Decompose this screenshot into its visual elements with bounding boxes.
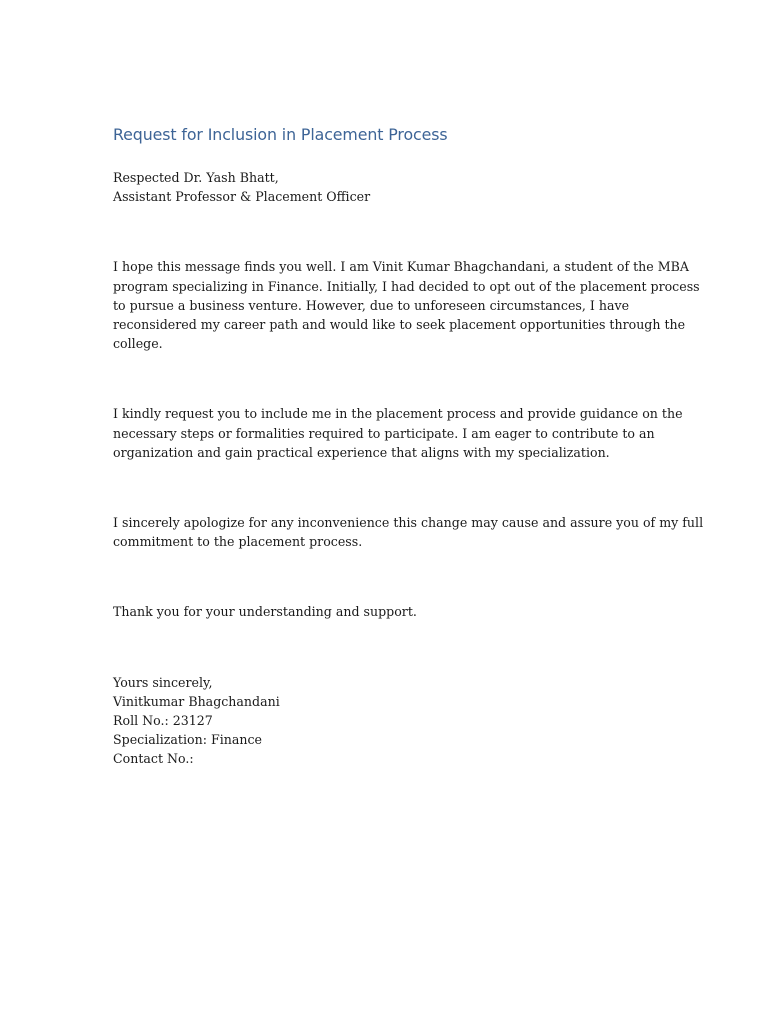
closing-salutation: Yours sincerely, [113,674,213,690]
recipient-designation: Assistant Professor & Placement Officer [113,189,371,205]
sender-contact: Contact No.: [113,751,194,767]
letter-body [113,124,704,769]
text-line: to pursue a business venture. However, due to unforeseen circumstances, I have [113,297,630,313]
sender-roll-number: Roll No.: 23127 [113,713,213,729]
text-line: I kindly request you to include me in the placement process and provide guidance on the [113,406,683,422]
paragraph-request [113,404,683,462]
recipient-block [113,168,658,206]
text-line: program specializing in Finance. Initially, I had decided to opt out of the placement process [113,278,700,294]
paragraph-introduction [113,257,700,353]
paragraph-apology [113,513,704,551]
text-line: I sincerely apologize for any inconvenience this change may cause and assure you of my full [113,515,704,531]
paragraph-thanks [113,602,658,621]
recipient-name: Respected Dr. Yash Bhatt, [113,170,279,185]
text-line: reconsidered my career path and would like to seek placement opportunities through the [113,317,686,333]
signature-block [113,673,658,769]
text-line: commitment to the placement process. [113,534,363,550]
text-line: I hope this message finds you well. I am Vinit Kumar Bhagchandani, a student of the MBA [113,259,689,275]
sender-name: Vinitkumar Bhagchandani [113,693,280,709]
sender-specialization: Specialization: Finance [113,732,262,748]
letter-title: Request for Inclusion in Placement Process [113,125,448,144]
text-line: Thank you for your understanding and support. [113,604,417,620]
text-line: necessary steps or formalities required to participate. I am eager to contribute to an [113,425,655,441]
text-line: organization and gain practical experience that aligns with my specialization. [113,444,610,460]
text-line: college. [113,336,163,352]
